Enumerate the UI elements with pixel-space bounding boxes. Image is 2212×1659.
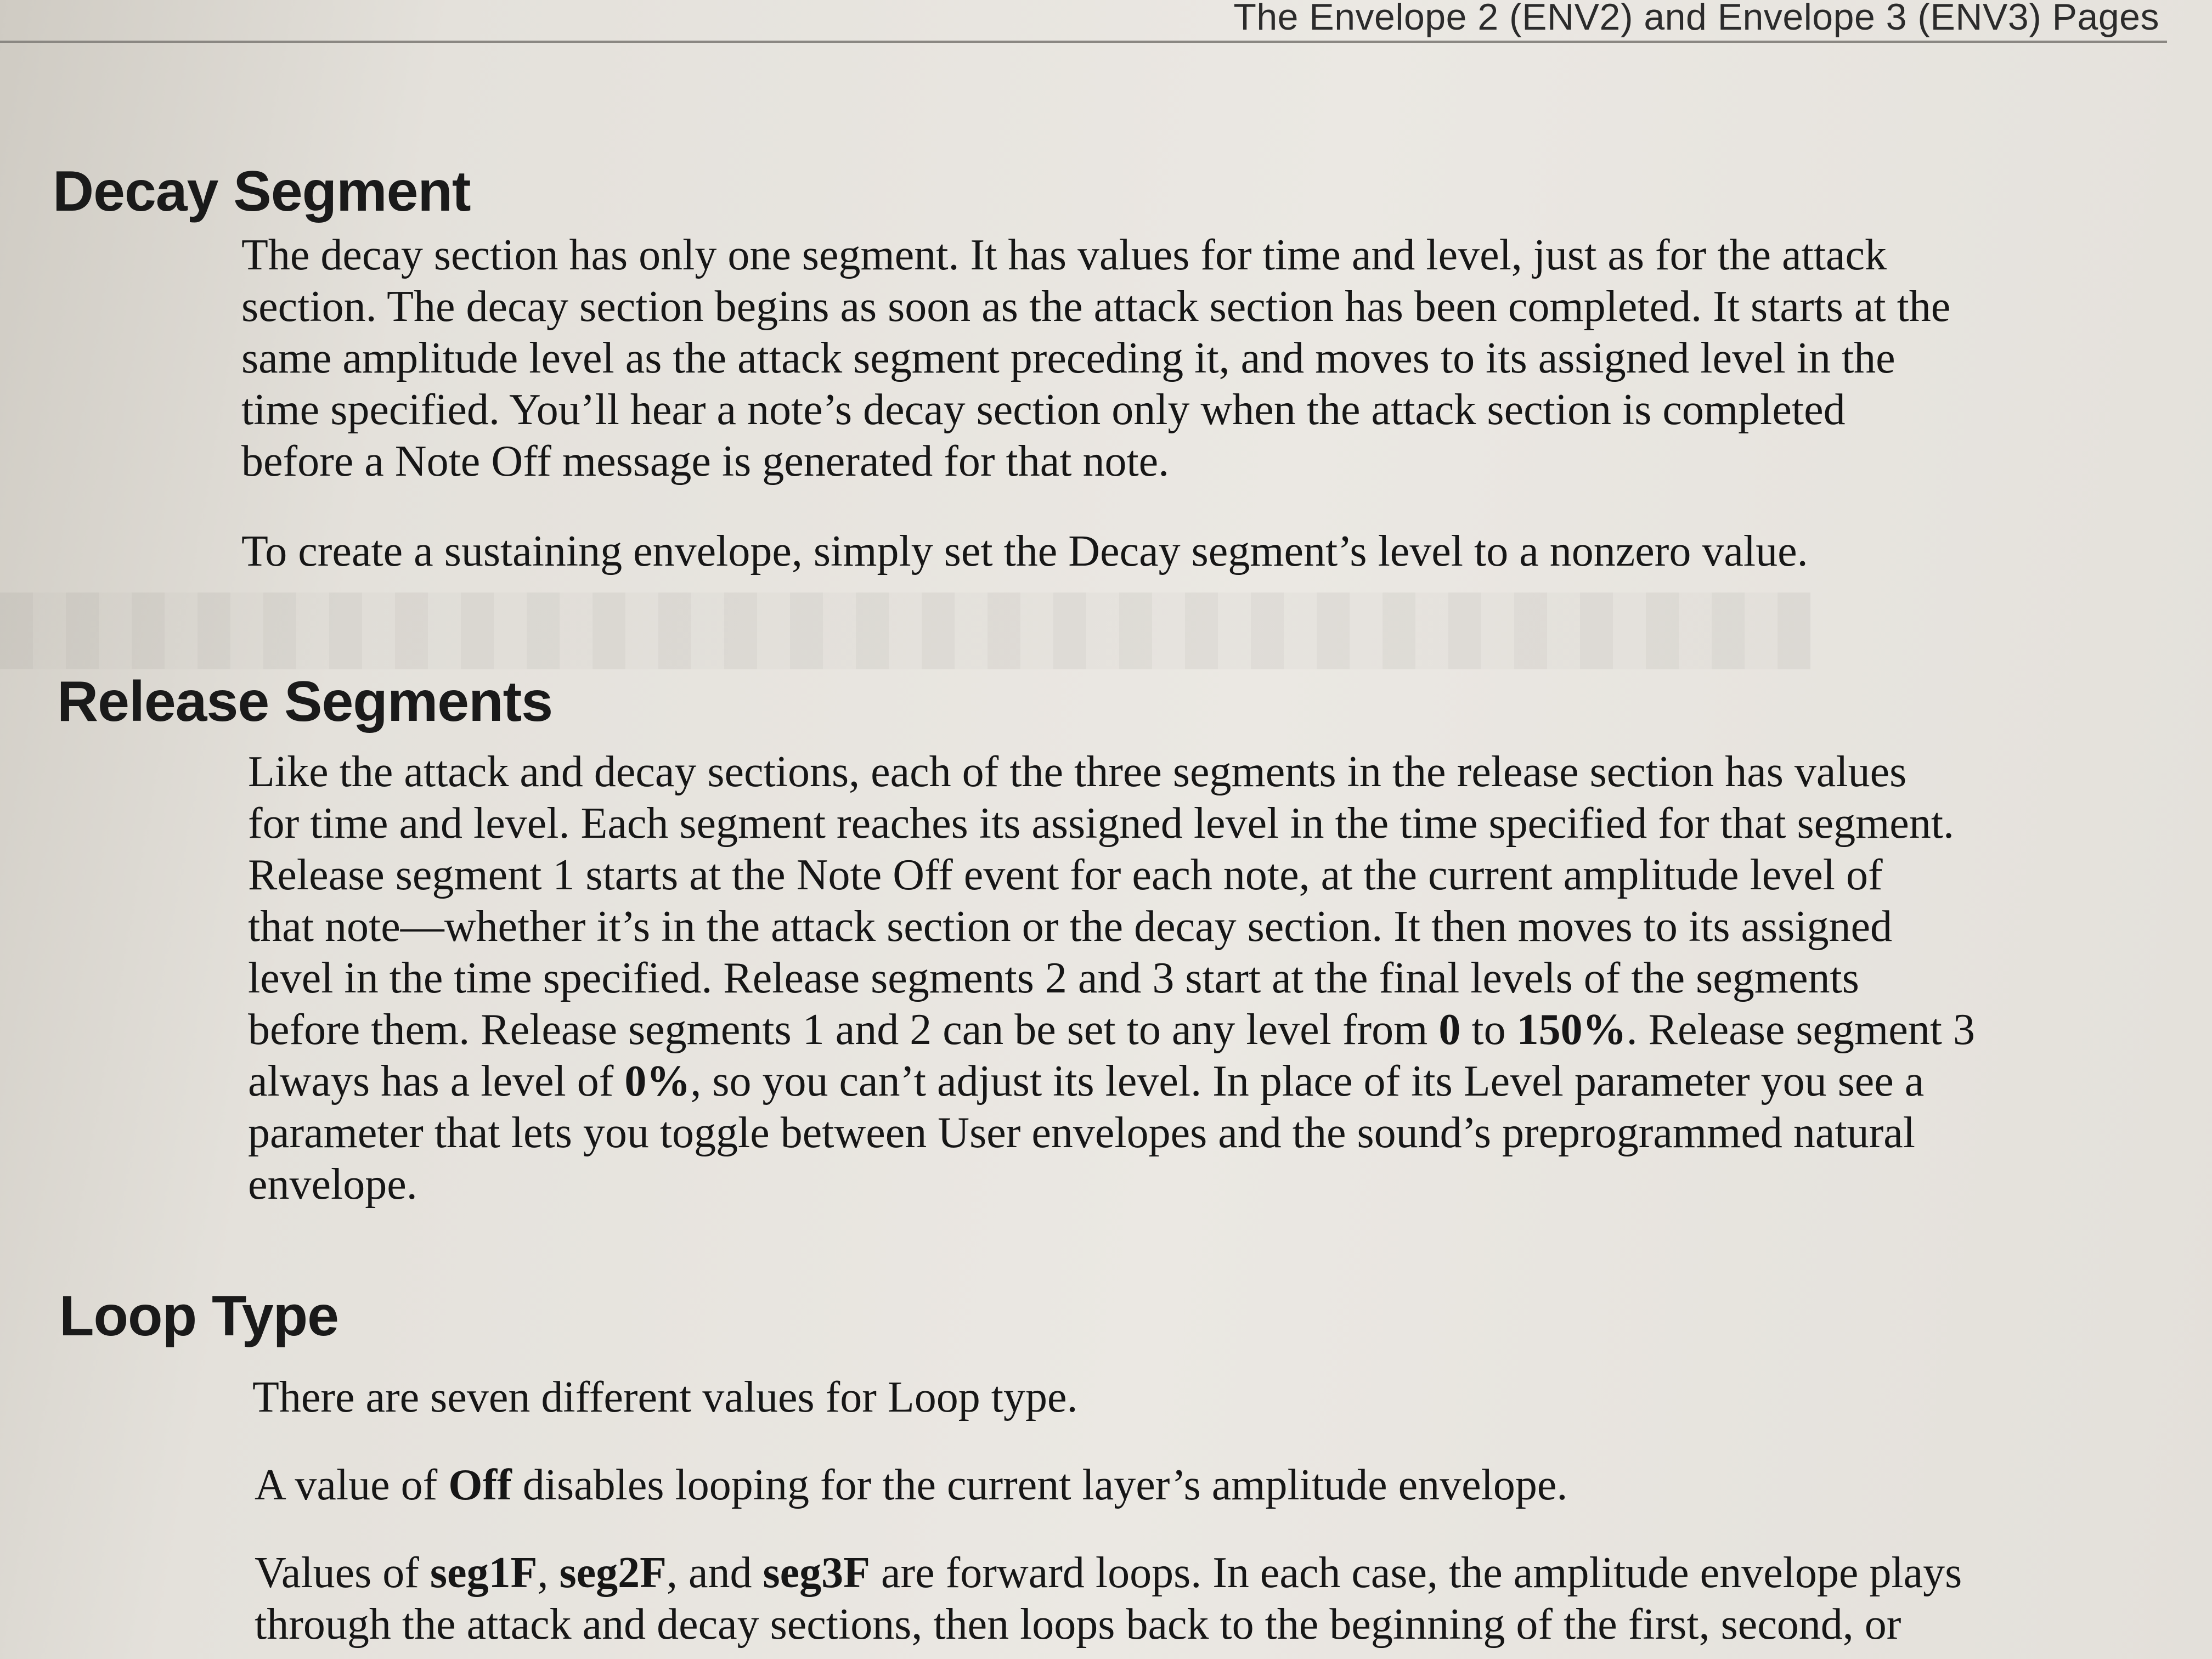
decay-paragraph-2: To create a sustaining envelope, simply set the Decay segment’s level to a nonzero value. [241, 527, 1808, 575]
loop-text-comma: , [537, 1549, 560, 1597]
loop-paragraph-1: There are seven different values for Loop type. [252, 1373, 1078, 1421]
loop-text-and: , and [666, 1549, 763, 1597]
release-value-0-percent: 0% [624, 1057, 691, 1105]
release-text-b: . Release segment 3 always has a level of [248, 1006, 1975, 1105]
decay-segment-heading: Decay Segment [53, 160, 471, 223]
release-text-c: , so you can’t adjust its level. In place of its Level parameter you see a parameter that lets you toggle between User envelopes and the sound’s preprogrammed natural envelope. [248, 1057, 1925, 1209]
release-segments-heading: Release Segments [57, 670, 553, 733]
loop-type-heading: Loop Type [59, 1284, 339, 1348]
show-through-shadow [0, 592, 1810, 669]
loop-value-off: Off [448, 1461, 512, 1509]
release-value-150: 150% [1516, 1006, 1627, 1054]
decay-paragraph-1: The decay section has only one segment. It has values for time and level, just as for the attack section. The decay section begins as soon as the attack section has been completed. It starts at the same amplitude level as the attack segment preceding it, and moves to its assigned level in the time specified. You’ll hear a note’s decay section only when the attack section is completed before a Note Off message is generated for that note. [241, 231, 1951, 486]
loop-value-seg3f: seg3F [763, 1549, 870, 1597]
release-paragraph [248, 746, 2168, 1210]
loop-text-d: are forward loops. In each case, the amplitude envelope plays through the attack and decay sections, then loops back to the beginning of the first, second, or [255, 1549, 1962, 1649]
release-value-0: 0 [1438, 1006, 1461, 1054]
release-text-to: to [1460, 1006, 1517, 1054]
header-rule [0, 41, 2167, 43]
loop-paragraph-3 [255, 1547, 2175, 1650]
running-head: The Envelope 2 (ENV2) and Envelope 3 (ENV3) Pages [1233, 0, 2159, 38]
release-text-a: Like the attack and decay sections, each of the three segments in the release section has values for time and level. Each segment reaches its assigned level in the time specified for that segment. Release segment 1 starts at the Note Off event for each note, at the current amplitude level of that note—whether it’s in the attack section or the decay section. It then moves to its assigned level in the time specified. Release segments 2 and 3 start at the final levels of the segments before them. Release segments 1 and 2 can be set to any level from [248, 748, 1955, 1054]
loop-text-a: A value of [255, 1461, 449, 1509]
loop-paragraph-2 [255, 1459, 2175, 1511]
loop-value-seg1f: seg1F [430, 1549, 538, 1597]
loop-value-seg2f: seg2F [559, 1549, 667, 1597]
loop-text-b: disables looping for the current layer’s amplitude envelope. [511, 1461, 1568, 1509]
loop-text-c: Values of [255, 1549, 430, 1597]
